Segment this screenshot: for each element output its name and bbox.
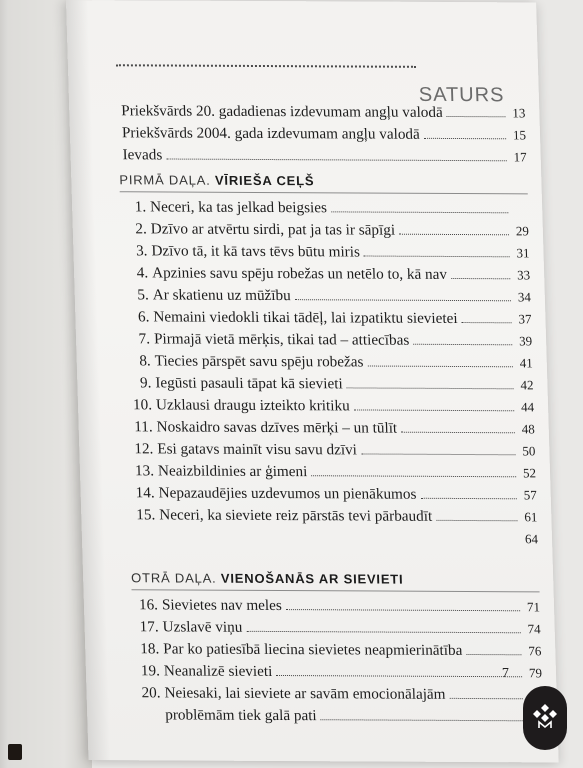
- toc-page-number: 61: [524, 509, 538, 525]
- part-heading-1: [119, 172, 528, 189]
- dot-leader: [451, 278, 510, 279]
- toc-chapter-number: 5.: [137, 286, 150, 304]
- dot-leader: [466, 654, 521, 655]
- toc-title: Neceri, ka tas jelkad beigsies: [149, 198, 328, 217]
- toc-row: [129, 504, 538, 528]
- toc-title: problēmām tiek galā pati: [164, 706, 317, 725]
- toc-chapter-number: 1.: [134, 198, 147, 216]
- part-heading-2: [131, 570, 540, 587]
- toc-chapter-number: 4.: [136, 264, 149, 282]
- toc-title: Neiesaki, lai sieviete ar savām emocionālajām: [164, 684, 446, 703]
- toc-row: [118, 122, 527, 146]
- toc-row: [126, 394, 535, 418]
- toc-chapter-number: 19.: [140, 662, 161, 680]
- toc-row: [117, 100, 526, 124]
- toc-title: Neaizbildinies ar ģimeni: [157, 462, 308, 481]
- dot-leader: [311, 475, 516, 477]
- toc-row: [135, 704, 544, 728]
- table-of-contents: [117, 100, 544, 728]
- toc-page-number: 50: [522, 443, 536, 459]
- toc-row: [132, 594, 541, 618]
- toc-row: [127, 438, 536, 462]
- toc-row: [118, 144, 527, 168]
- dot-leader: [361, 453, 516, 455]
- toc-page-number: 41: [519, 355, 534, 371]
- toc-chapter-number: 12.: [134, 440, 154, 458]
- toc-chapter-number: 10.: [132, 396, 153, 414]
- toc-page-number: 29: [515, 223, 530, 239]
- toc-title: Sievietes nav meles: [161, 596, 283, 615]
- watermark-logo-icon: [523, 686, 567, 750]
- header-dotted-rule: [116, 64, 416, 68]
- toc-chapter-number: 3.: [135, 242, 148, 260]
- toc-page-number: 48: [521, 421, 535, 437]
- toc-title: Iegūsti pasauli tāpat kā sievieti: [155, 374, 343, 393]
- toc-chapter-number: 13.: [134, 462, 155, 480]
- toc-title: Esi gatavs mainīt visu savu dzīvi: [157, 440, 358, 459]
- toc-row: [125, 372, 534, 396]
- dot-leader: [246, 631, 520, 633]
- toc-title: Tiecies pārspēt savu spēju robežas: [154, 352, 364, 371]
- toc-title: Ar skatienu uz mūžību: [152, 286, 291, 305]
- toc-chapter-number: 11.: [133, 418, 153, 436]
- toc-row: [132, 616, 541, 640]
- toc-chapter-number: 15.: [136, 506, 156, 524]
- part-name: VIENOŠANĀS AR SIEVIETI: [220, 570, 404, 587]
- toc-page-number: 34: [517, 289, 532, 305]
- toc-chapter-number: 17.: [139, 618, 159, 636]
- dot-leader: [462, 322, 512, 323]
- toc-title: Dzīvo ar atvērtu sirdi, pat ja tas ir sāpīgi: [150, 220, 396, 239]
- toc-row: [122, 262, 531, 286]
- dot-leader: [364, 256, 510, 258]
- toc-chapter-number: 18.: [140, 640, 160, 658]
- toc-title: Apzinies savu spēju robežas un netēlo to, kā nav: [151, 264, 448, 283]
- dot-leader: [424, 138, 506, 139]
- bookmark-ribbon: [8, 744, 22, 760]
- toc-chapter-number: 6.: [137, 308, 150, 326]
- dot-leader: [166, 158, 506, 161]
- toc-row: [124, 350, 533, 374]
- part-label: OTRĀ DAĻA.: [130, 570, 217, 586]
- part-label: PIRMĀ DAĻA.: [119, 172, 211, 188]
- intro-entries: [117, 100, 527, 168]
- toc-chapter-number: 14.: [135, 484, 155, 502]
- toc-row: [134, 660, 543, 684]
- toc-title: Nemaini viedokli tikai tādēļ, lai izpatiktu sievietei: [153, 308, 458, 327]
- toc-chapter-number: 20.: [141, 684, 161, 702]
- dot-leader: [354, 409, 514, 411]
- dot-leader: [401, 432, 515, 434]
- toc-page-number: 76: [528, 643, 542, 659]
- toc-page-number: 71: [526, 599, 541, 615]
- toc-title: Neanalizē sievieti: [163, 662, 273, 680]
- dot-leader: [436, 520, 517, 521]
- toc-page-number: 64: [524, 531, 539, 547]
- left-page-edge: [0, 0, 8, 768]
- toc-row: [120, 196, 529, 220]
- page-title: SATURS: [418, 83, 505, 107]
- part-rule: [120, 191, 528, 194]
- toc-title: Uzklausi draugu izteikto kritiku: [155, 396, 350, 415]
- toc-title: Uzslavē viņu: [162, 618, 243, 636]
- dot-leader: [331, 211, 508, 213]
- toc-row: [122, 284, 531, 308]
- dot-leader: [347, 387, 514, 389]
- toc-title: Priekšvārds 2004. gada izdevumam angļu valodā: [121, 124, 421, 143]
- toc-row: [128, 482, 537, 506]
- toc-title: Priekšvārds 20. gadadienas izdevumam angļu valodā: [121, 102, 443, 121]
- page-number: 7: [501, 666, 510, 682]
- toc-page-number: 39: [518, 333, 533, 349]
- toc-page-number: 74: [527, 621, 541, 637]
- toc-row: [128, 460, 537, 484]
- toc-title: Dzīvo tā, it kā tavs tēvs būtu miris: [151, 242, 361, 261]
- toc-chapter-number: 7.: [138, 330, 151, 348]
- toc-row: [126, 416, 535, 440]
- toc-page-number: 42: [520, 377, 534, 393]
- part2-entries: [132, 594, 544, 728]
- toc-title: Nepazaudējies uzdevumos un pienākumos: [158, 484, 417, 503]
- book-page: [66, 0, 559, 762]
- toc-row: [121, 240, 530, 264]
- dot-leader: [295, 299, 511, 301]
- toc-row: [120, 218, 529, 242]
- toc-page-number: 44: [520, 399, 535, 415]
- toc-chapter-number: 8.: [139, 352, 151, 370]
- toc-page-number: 52: [522, 465, 537, 481]
- toc-page-number: 37: [518, 311, 532, 327]
- part1-entries: [120, 196, 538, 528]
- toc-chapter-number: 2.: [135, 220, 148, 238]
- toc-page-number: 79: [528, 665, 543, 681]
- dot-leader: [413, 344, 512, 346]
- toc-page-number: 57: [523, 487, 537, 503]
- toc-page-number: 15: [512, 127, 527, 143]
- dot-leader: [447, 116, 506, 117]
- dot-leader: [276, 675, 522, 677]
- toc-row: [130, 526, 539, 550]
- dot-leader: [450, 698, 523, 699]
- dot-leader: [420, 498, 516, 500]
- part-rule: [131, 589, 539, 592]
- toc-page-number: 17: [513, 149, 527, 165]
- toc-title: Neceri, ka sieviete reiz pārstās tevi pārbaudīt: [159, 506, 433, 525]
- toc-chapter-number: 16.: [138, 596, 159, 614]
- toc-chapter-number: 9.: [139, 374, 152, 392]
- toc-title: Pirmajā vietā mērķis, tikai tad – attiecības: [153, 330, 410, 349]
- dot-leader: [399, 234, 509, 236]
- toc-row: [123, 306, 532, 330]
- dot-leader: [367, 366, 512, 368]
- toc-row: [134, 682, 543, 706]
- toc-page-number: 31: [516, 245, 530, 261]
- toc-row: [133, 638, 542, 662]
- part-name: VĪRIEŠA CEĻŠ: [214, 172, 315, 189]
- dot-leader: [286, 609, 520, 611]
- dot-leader: [321, 719, 524, 721]
- toc-page-number: 13: [512, 105, 526, 121]
- toc-title: Ievads: [122, 146, 163, 164]
- toc-title: Par ko patiesībā liecina sievietes neapmierinātība: [163, 640, 463, 659]
- toc-page-number: 33: [516, 267, 531, 283]
- toc-title: Noskaidro savas dzīves mērķi – un tūlīt: [156, 418, 398, 437]
- toc-row: [124, 328, 533, 352]
